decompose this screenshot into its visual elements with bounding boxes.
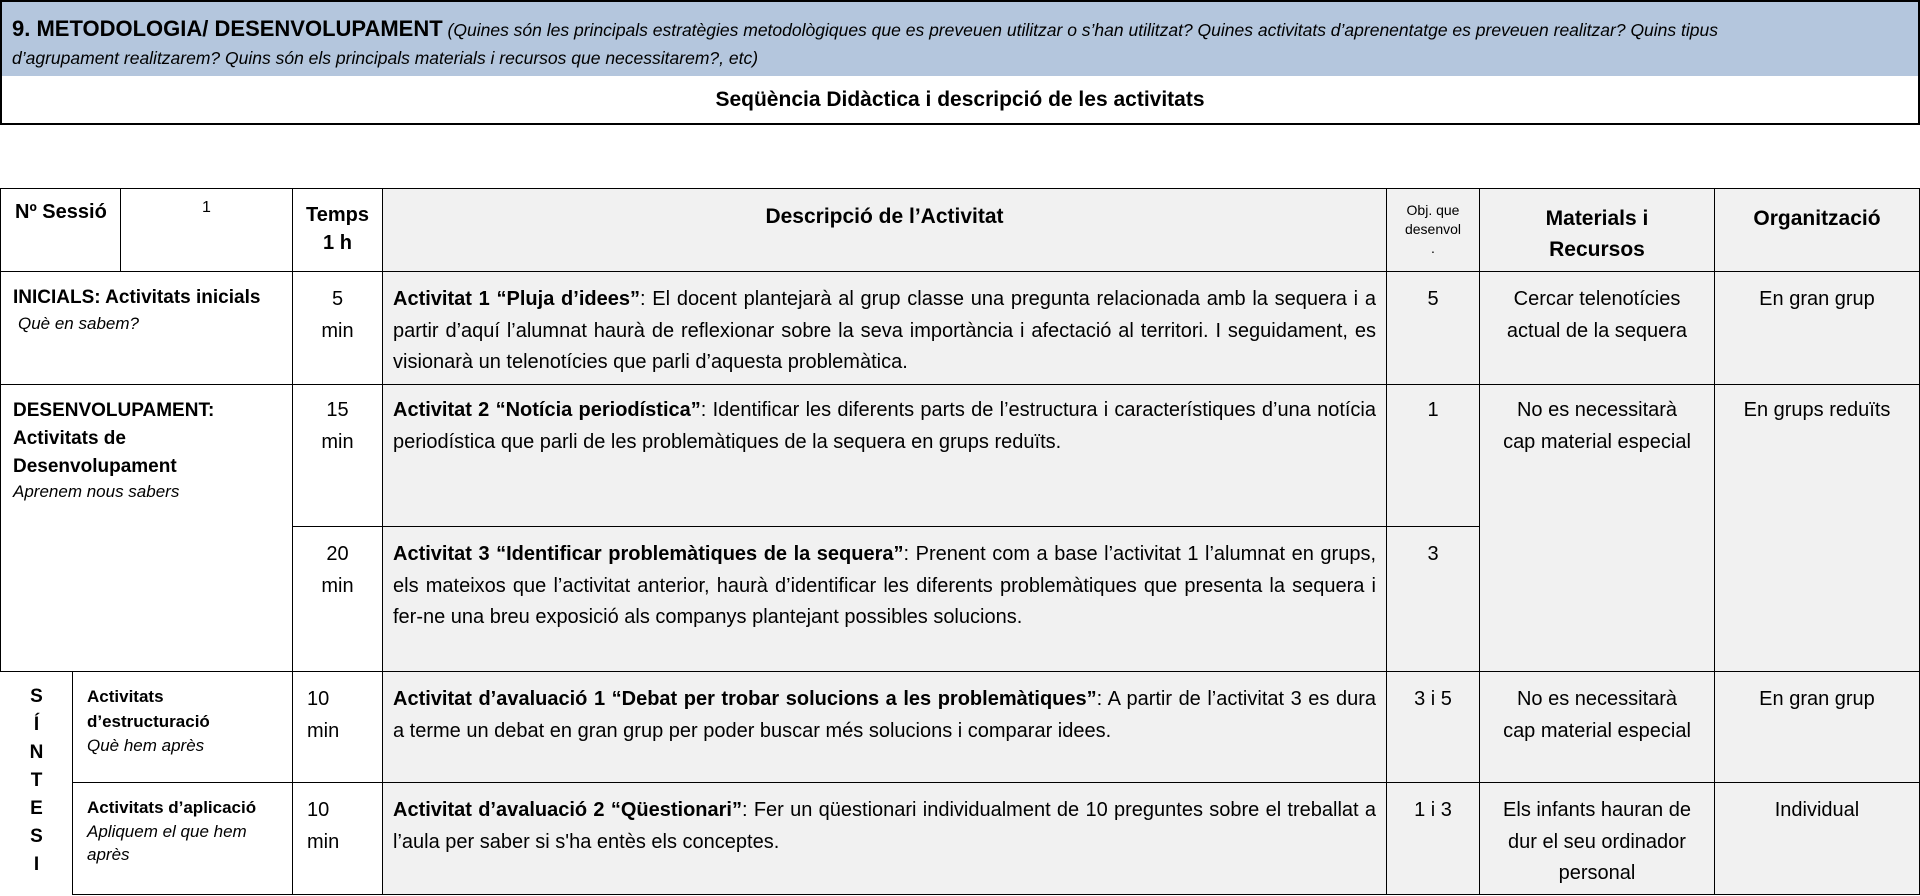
phase-desenvolupament-cell (0, 384, 293, 672)
activity-5-time-value: 10 (307, 799, 330, 821)
sintesi-letter: S (30, 826, 43, 847)
phase-aplicacio-cell (72, 782, 293, 895)
activity-1-materials: Cercar telenotícies actual de la sequera (1506, 288, 1688, 342)
section-question: (Quines són les principals estratègies metodològiques que es preveuen utilitzar o s’han utilitzat? Quines activitats d’aprenentatge es preveuen realitzar? Quins tipus (447, 20, 1718, 40)
materials-header-cell (1479, 188, 1715, 272)
time-header-label: Temps (306, 204, 369, 226)
activity-2-objectives-cell (1386, 384, 1480, 527)
objectives-header-line-2: desenvol (1404, 221, 1462, 237)
time-header-value: 1 h (323, 232, 352, 254)
sintesi-letter: Í (33, 714, 40, 735)
section-question-continued: d’agrupament realitzarem? Quins són els principals materials i recursos que necessitarem?, etc) (12, 48, 759, 68)
phase-sintesi-vertical-label (0, 671, 73, 896)
activity-2-description-cell (382, 384, 1387, 527)
time-header-cell (292, 188, 383, 272)
activity-3-time-value: 20 (326, 543, 349, 565)
description-header-cell (382, 188, 1387, 272)
activity-1-organization: En gran grup (1759, 288, 1875, 310)
activity-2-3-organization-cell (1714, 384, 1920, 672)
activity-3-time-unit: min (321, 574, 354, 597)
activity-5-time-cell (292, 782, 383, 895)
activity-4-organization: En gran grup (1759, 688, 1875, 710)
activity-1-organization-cell (1714, 271, 1920, 385)
activity-4-time-value: 10 (307, 688, 330, 710)
activity-5-objectives-cell (1386, 782, 1480, 895)
activity-2-time-cell (292, 384, 383, 527)
activity-1-time-cell (292, 271, 383, 385)
activity-3-description-cell (382, 526, 1387, 672)
activity-1-objectives-cell (1386, 271, 1480, 385)
activity-5-time-unit: min (307, 830, 340, 853)
phase-desenvolupament-title-3: Desenvolupament (13, 456, 177, 477)
activity-5-organization: Individual (1774, 799, 1860, 821)
description-header: Descripció de l’Activitat (765, 205, 1004, 228)
phase-estructuracio-title-1: Activitats (87, 687, 164, 706)
activity-5-organization-cell (1714, 782, 1920, 895)
activity-4-title: Activitat d’avaluació 1 “Debat per trobar solucions a les problemàtiques” (393, 688, 1097, 710)
activity-2-time-unit: min (321, 430, 354, 453)
activity-2-objectives: 1 (1427, 399, 1439, 421)
activity-5-title: Activitat d’avaluació 2 “Qüestionari” (393, 799, 742, 821)
activity-2-text: : Identificar les diferents parts de l’estructura i característiques d’una notícia periodística que parli de les problemàtiques de la sequera en grups reduïts. (393, 399, 1377, 453)
section-title: 9. METODOLOGIA/ DESENVOLUPAMENT (12, 16, 443, 41)
activity-5-materials-cell (1479, 782, 1715, 895)
activity-3-time-cell (292, 526, 383, 672)
activity-5-materials: Els infants hauran de dur el seu ordinador personal (1503, 799, 1691, 884)
session-label: Nº Sessió (15, 201, 107, 223)
organization-header: Organització (1753, 207, 1881, 230)
activity-2-3-organization: En grups reduïts (1743, 399, 1891, 421)
session-value-cell (120, 188, 293, 272)
sintesi-letter: E (30, 798, 43, 819)
objectives-header-line-3: . (1431, 240, 1435, 256)
section-header-line-1 (12, 16, 1718, 43)
phase-aplicacio-title: Activitats d’aplicació (87, 798, 257, 817)
phase-aplicacio-subtitle-2: après (87, 845, 130, 864)
phase-aplicacio-subtitle-1: Apliquem el que hem (87, 822, 247, 841)
activity-1-text: : El docent plantejarà al grup classe una pregunta relacionada amb la sequera i a partir d’aquí l’alumnat haurà de reflexionar sobre la seva importància i afectació al territori. I seguidament, es visionarà un telenotícies que parli d’aquesta problemàtica. (393, 288, 1376, 373)
activity-3-text: : Prenent com a base l’activitat 1 l’alumnat en grups, els mateixos que l’activitat anterior, haurà d’identificar les diferents problemàtiques que presenta la sequera i fer-ne una breu exposició als companys plantejant possibles solucions. (393, 543, 1377, 628)
session-label-cell (0, 188, 121, 272)
activity-1-time-unit: min (321, 319, 354, 342)
activity-4-objectives: 3 i 5 (1414, 688, 1452, 710)
activity-1-materials-cell (1479, 271, 1715, 385)
activity-5-objectives: 1 i 3 (1414, 799, 1452, 821)
organization-header-cell (1714, 188, 1920, 272)
activity-1-objectives: 5 (1427, 288, 1439, 310)
phase-desenvolupament-subtitle: Aprenem nous sabers (13, 482, 180, 501)
activity-4-time-cell (292, 671, 383, 783)
phase-estructuracio-cell (72, 671, 293, 783)
phase-estructuracio-subtitle: Què hem après (87, 736, 205, 755)
phase-desenvolupament-title-1: DESENVOLUPAMENT: (13, 400, 215, 421)
activity-4-materials: No es necessitarà cap material especial (1503, 688, 1691, 742)
sequence-subtitle: Seqüència Didàctica i descripció de les activitats (0, 76, 1920, 125)
activity-4-text: : A partir de l’activitat 3 es dura a terme un debat en gran grup per poder buscar més solucions i comparar idees. (393, 688, 1376, 742)
activity-3-title: Activitat 3 “Identificar problemàtiques de la sequera” (393, 543, 904, 565)
activity-3-objectives-cell (1386, 526, 1480, 672)
activity-1-time-value: 5 (331, 288, 344, 310)
activity-2-time-value: 15 (326, 399, 349, 421)
activity-5-text: : Fer un qüestionari individualment de 10 preguntes sobre el treballat a l’aula per saber si s'ha entès els conceptes. (393, 799, 1376, 853)
activity-4-materials-cell (1479, 671, 1715, 783)
activity-5-description-cell (382, 782, 1387, 895)
materials-header-line-1: Materials i (1545, 207, 1649, 230)
phase-desenvolupament-title-2: Activitats de (13, 428, 126, 449)
sintesi-letter: N (29, 742, 44, 763)
activity-4-time-unit: min (307, 719, 340, 742)
activity-2-title: Activitat 2 “Notícia periodística” (393, 399, 701, 421)
phase-inicials-title: INICIALS: Activitats inicials (13, 287, 261, 308)
objectives-header-cell (1386, 188, 1480, 272)
activity-2-3-materials-cell (1479, 384, 1715, 672)
phase-estructuracio-title-2: d’estructuració (87, 712, 210, 731)
activity-1-title: Activitat 1 “Pluja d’idees” (393, 288, 640, 310)
activity-4-objectives-cell (1386, 671, 1480, 783)
section-header (0, 0, 1920, 78)
objectives-header-line-1: Obj. que (1406, 202, 1460, 218)
materials-header-line-2: Recursos (1549, 238, 1645, 261)
activity-4-description-cell (382, 671, 1387, 783)
session-value: 1 (202, 199, 211, 216)
phase-inicials-subtitle: Què en sabem? (18, 314, 139, 333)
activity-4-organization-cell (1714, 671, 1920, 783)
phase-inicials-cell (0, 271, 293, 385)
sintesi-letter: I (33, 854, 40, 875)
sintesi-letter: S (30, 686, 43, 707)
sintesi-letter: T (30, 770, 43, 791)
activity-2-3-materials: No es necessitarà cap material especial (1503, 399, 1691, 453)
activity-3-objectives: 3 (1427, 543, 1439, 565)
activity-1-description-cell (382, 271, 1387, 385)
